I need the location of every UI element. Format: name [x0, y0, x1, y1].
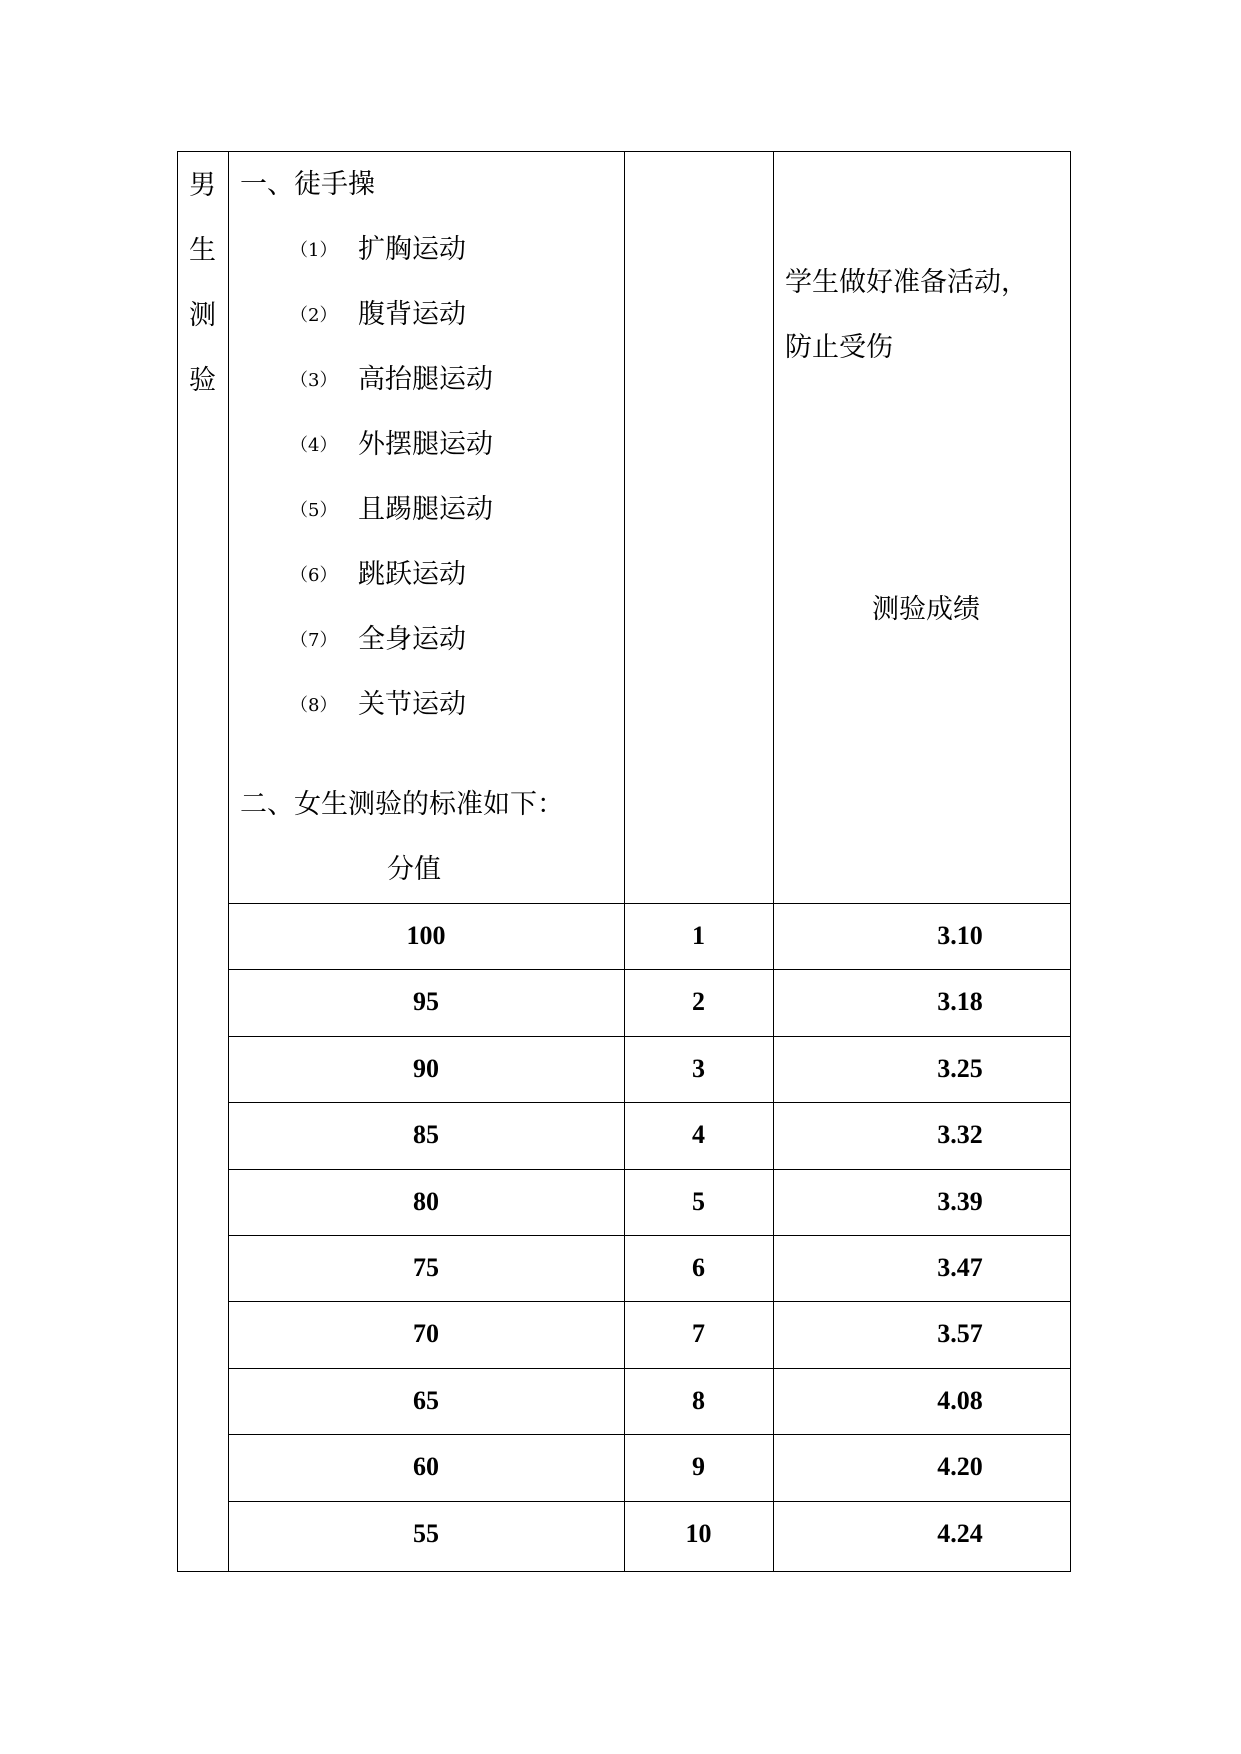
- cell-time: 3.18: [937, 987, 983, 1016]
- cell-score: 100: [406, 921, 446, 950]
- cell-score: 95: [413, 987, 439, 1016]
- cell-time: 3.32: [937, 1120, 983, 1149]
- cell-score: 75: [413, 1253, 439, 1282]
- exercise-number: （1）: [290, 240, 338, 261]
- cell-index: 3: [692, 1054, 705, 1083]
- cell-score: 60: [413, 1452, 439, 1481]
- cell-time: 4.20: [937, 1452, 983, 1481]
- cell-time: 3.10: [937, 921, 983, 950]
- cell-time: 3.47: [937, 1253, 983, 1282]
- row-divider: [228, 1169, 1071, 1170]
- cell-index: 8: [692, 1386, 705, 1415]
- row-divider: [228, 969, 1071, 970]
- cell-index: 9: [692, 1452, 705, 1481]
- cell-score: 65: [413, 1386, 439, 1415]
- cell-score: 80: [413, 1187, 439, 1216]
- exercise-label: 外摆腿运动: [358, 429, 493, 460]
- cell-index: 7: [692, 1319, 705, 1348]
- row-divider: [228, 1036, 1071, 1037]
- side-label-char: 生: [189, 235, 216, 266]
- row-divider: [228, 1501, 1071, 1502]
- cell-index: 4: [692, 1120, 705, 1149]
- divider-side-column: [228, 151, 229, 1572]
- note-line-2: 防止受伤: [785, 332, 893, 363]
- exercise-number: （2）: [290, 305, 338, 326]
- cell-index: 6: [692, 1253, 705, 1282]
- cell-time: 3.39: [937, 1187, 983, 1216]
- exercise-number: （8）: [290, 695, 338, 716]
- cell-time: 4.24: [937, 1519, 983, 1548]
- score-header: 分值: [387, 854, 441, 885]
- cell-score: 70: [413, 1319, 439, 1348]
- cell-index: 5: [692, 1187, 705, 1216]
- side-label-char: 验: [189, 365, 216, 396]
- exercise-number: （3）: [290, 370, 338, 391]
- cell-score: 55: [413, 1519, 439, 1548]
- divider-column-2: [624, 151, 625, 1572]
- note-line-1: 学生做好准备活动，: [785, 267, 1028, 298]
- cell-index: 1: [692, 921, 705, 950]
- cell-index: 2: [692, 987, 705, 1016]
- row-divider: [228, 1235, 1071, 1236]
- row-divider: [228, 903, 1071, 904]
- row-divider: [228, 1301, 1071, 1302]
- section1-title: 一、徒手操: [240, 169, 375, 200]
- exercise-label: 扩胸运动: [358, 234, 466, 265]
- side-label-char: 测: [189, 300, 216, 331]
- exercise-number: （6）: [290, 565, 338, 586]
- exercise-number: （7）: [290, 630, 338, 651]
- result-header: 测验成绩: [872, 594, 980, 625]
- exercise-label: 腹背运动: [358, 299, 466, 330]
- cell-time: 4.08: [937, 1386, 983, 1415]
- exercise-number: （5）: [290, 500, 338, 521]
- exercise-label: 且踢腿运动: [358, 494, 493, 525]
- side-label-char: 男: [189, 170, 216, 201]
- row-divider: [228, 1434, 1071, 1435]
- exercise-number: （4）: [290, 435, 338, 456]
- exercise-label: 跳跃运动: [358, 559, 466, 590]
- cell-index: 10: [685, 1519, 712, 1548]
- cell-time: 3.57: [937, 1319, 983, 1348]
- section2-title: 二、女生测验的标准如下：: [240, 789, 564, 820]
- exercise-label: 关节运动: [358, 689, 466, 720]
- row-divider: [228, 1102, 1071, 1103]
- row-divider: [228, 1368, 1071, 1369]
- divider-column-3: [773, 151, 774, 1572]
- cell-score: 85: [413, 1120, 439, 1149]
- cell-score: 90: [413, 1054, 439, 1083]
- exercise-label: 高抬腿运动: [358, 364, 493, 395]
- cell-time: 3.25: [937, 1054, 983, 1083]
- exercise-label: 全身运动: [358, 624, 466, 655]
